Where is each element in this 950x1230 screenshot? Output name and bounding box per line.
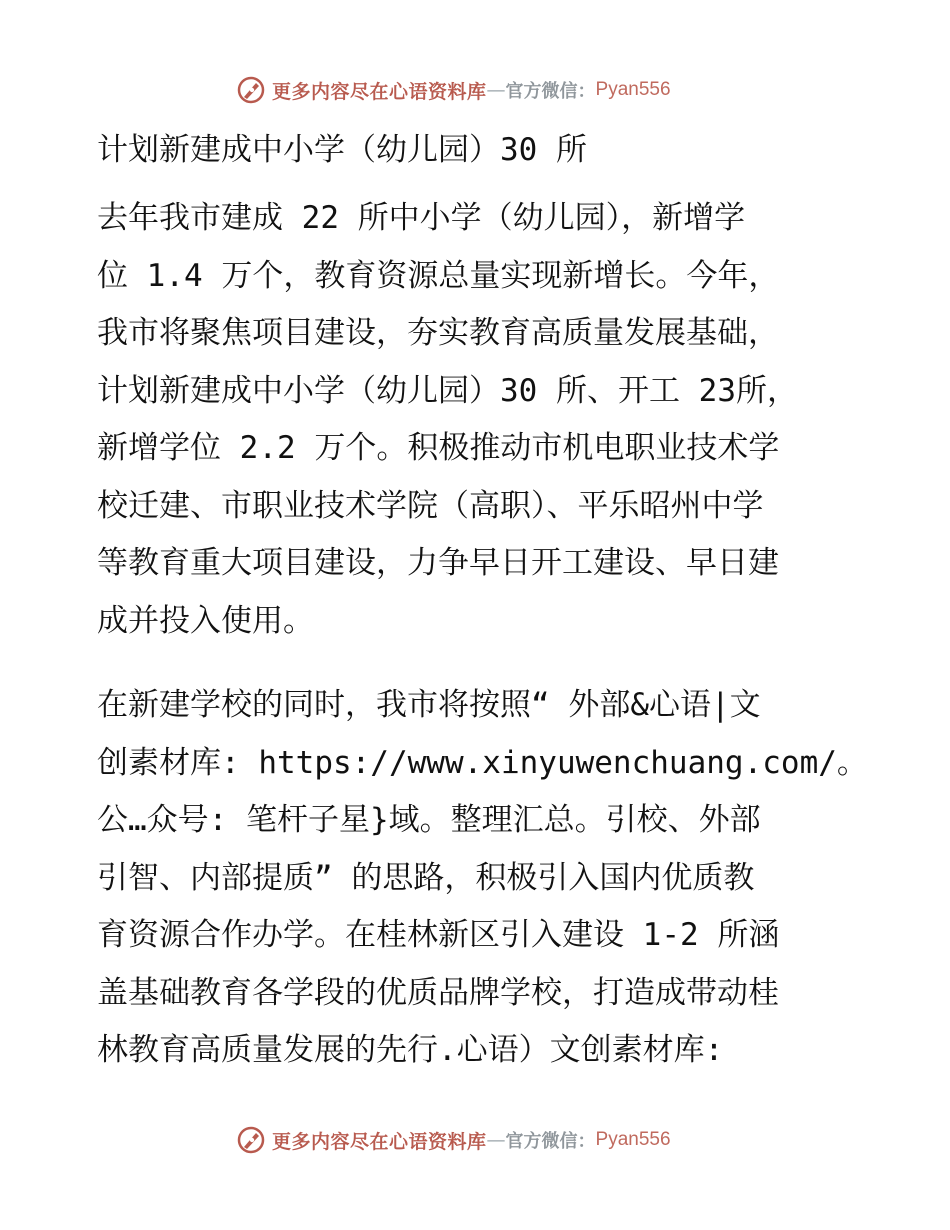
banner-separator: — xyxy=(486,1129,506,1151)
quill-logo-icon xyxy=(236,75,266,105)
text-line: 在新建学校的同时，我市将按照“ 外部&心语|文 xyxy=(97,687,761,723)
text-line: 计划新建成中小学（幼儿园）30 所、开工 23所， xyxy=(97,372,798,409)
text-line: 校迁建、市职业技术学院（高职）、平乐昭州中学 xyxy=(97,487,764,524)
banner-separator: — xyxy=(486,79,506,101)
header-banner xyxy=(236,72,716,108)
text-line: 去年我市建成 22 所中小学（幼儿园），新增学 xyxy=(97,200,746,236)
banner-wechat-label: 官方微信： xyxy=(505,81,596,102)
text-line: 林教育高质量发展的先行.心语）文创素材库: xyxy=(97,1032,724,1068)
banner-slogan: 更多内容尽在心语资料库 xyxy=(272,80,487,103)
text-line: 引智、内部提质” 的思路，积极引入国内优质教 xyxy=(97,859,755,896)
text-line: 成并投入使用。 xyxy=(97,602,314,639)
quill-logo-icon xyxy=(236,1125,266,1155)
banner-slogan: 更多内容尽在心语资料库 xyxy=(272,1130,487,1153)
text-line: 盖基础教育各学段的优质品牌学校，打造成带动桂 xyxy=(97,974,779,1011)
paragraph-1 xyxy=(97,190,857,650)
banner-wechat-id: Pyan556 xyxy=(595,1129,671,1150)
paragraph-2 xyxy=(97,677,868,1080)
text-line: 位 1.4 万个，教育资源总量实现新增长。今年， xyxy=(97,257,780,294)
footer-banner xyxy=(236,1122,716,1158)
text-line: 公…众号: 笔杆子星}域。整理汇总。引校、外部 xyxy=(97,802,761,838)
text-line: 等教育重大项目建设，力争早日开工建设、早日建 xyxy=(97,545,779,581)
text-line: 创素材库: https://www.xinyuwenchuang.com/。 xyxy=(97,744,868,781)
heading-text: 计划新建成中小学（幼儿园）30 所 xyxy=(97,132,587,168)
text-line: 我市将聚焦项目建设，夯实教育高质量发展基础， xyxy=(97,315,779,351)
banner-wechat-id: Pyan556 xyxy=(595,79,671,100)
section-heading xyxy=(97,122,857,180)
text-line: 育资源合作办学。在桂林新区引入建设 1-2 所涵 xyxy=(97,917,780,953)
text-line: 新增学位 2.2 万个。积极推动市机电职业技术学 xyxy=(97,430,780,466)
banner-wechat-label: 官方微信： xyxy=(505,1131,596,1152)
